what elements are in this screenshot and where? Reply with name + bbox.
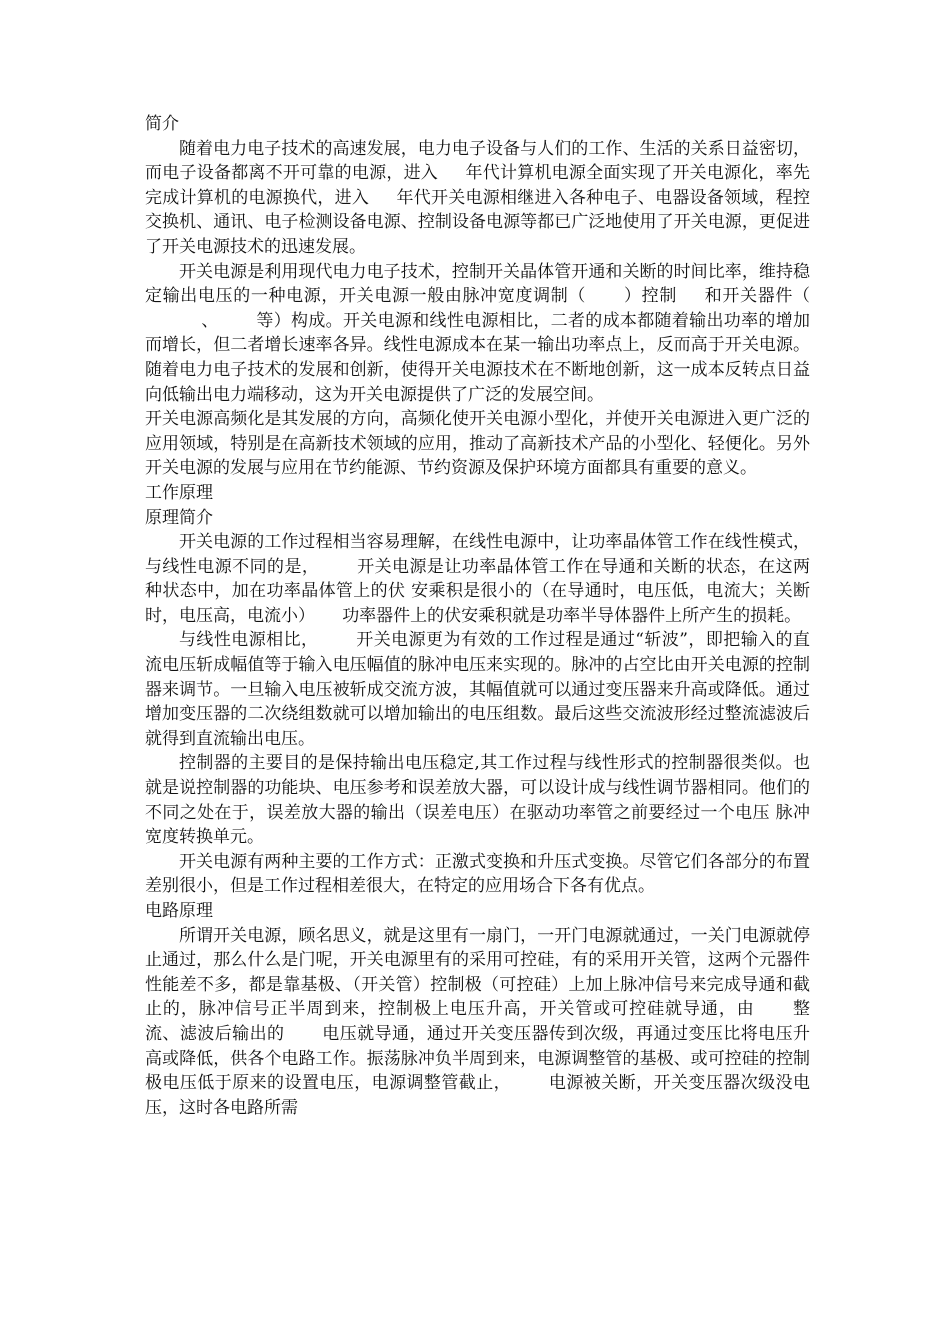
intro-paragraph-3: 开关电源高频化是其发展的方向，高频化使开关电源小型化，并使开关电源进入更广泛的应用领域，特别是在高新技术领域的应用，推动了高新技术产品的小型化、轻便化。另外开关电源的发展与应用在节约能源、节约资源及保护环境方面都具有重要的意义。 [145, 409, 810, 479]
intro-paragraph-1: 随着电力电子技术的高速发展，电力电子设备与人们的工作、生活的关系日益密切，而电子设备都离不开可靠的电源，进入 年代计算机电源全面实现了开关电源化，率先完成计算机的电源换代，进入 年代开关电源相继进入各种电子、电器设备领域，程控交换机、通讯、电子检测设备电源、控制设备电源等都已广泛地使用了开关电源，更促进了开关电源技术的迅速发展。 [145, 138, 811, 257]
principle-paragraph-4: 开关电源有两种主要的工作方式：正激式变换和升压式变换。尽管它们各部分的布置差别很小，但是工作过程相差很大，在特定的应用场合下各有优点。 [145, 851, 810, 897]
section-title-intro: 简介 [145, 114, 179, 134]
section-title-circuit: 电路原理 [145, 901, 213, 921]
principle-paragraph-1: 开关电源的工作过程相当容易理解，在线性电源中，让功率晶体管工作在线性模式，与线性电源不同的是， 开关电源是让功率晶体管工作在导通和关断的状态，在这两种状态中，加在功率晶体管上的伏 安乘积是很小的（在导通时，电压低，电流大；关断时，电压高，电流小） 功率器件上的伏安乘积就是功率半导体器件上所产生的损耗。 [145, 532, 811, 626]
section-title-principle: 工作原理 [145, 482, 213, 503]
document-page [145, 112, 810, 1120]
section-subtitle-principle: 原理简介 [145, 507, 213, 528]
principle-paragraph-2: 与线性电源相比， 开关电源更为有效的工作过程是通过“斩波”，即把输入的直流电压斩成幅值等于输入电压幅值的脉冲电压来实现的。脉冲的占空比由开关电源的控制器来调节。一旦输入电压被斩成交流方波，其幅值就可以通过变压器来升高或降低。通过增加变压器的二次绕组数就可以增加输出的电压组数。最后这些交流波形经过整流滤波后就得到直流输出电压。 [145, 630, 810, 749]
intro-paragraph-2: 开关电源是利用现代电力电子技术，控制开关晶体管开通和关断的时间比率，维持稳定输出电压的一种电源，开关电源一般由脉冲宽度调制（ ）控制 和开关器件（、 等）构成。开关电源和线性电源相比，二者的成本都随着输出功率的增加而增长，但二者增长速率各异。线性电源成本在某一输出功率点上，反而高于开关电源。随着电力电子技术的发展和创新，使得开关电源技术在不断地创新，这一成本反转点日益向低输出电力端移动，这为开关电源提供了广泛的发展空间。 [145, 261, 811, 405]
principle-paragraph-3: 控制器的主要目的是保持输出电压稳定,其工作过程与线性形式的控制器很类似。也就是说控制器的功能块、电压参考和误差放大器，可以设计成与线性调节器相同。他们的不同之处在于，误差放大器的输出（误差电压）在驱动功率管之前要经过一个电压 脉冲宽度转换单元。 [145, 753, 810, 848]
circuit-paragraph-1: 所谓开关电源，顾名思义，就是这里有一扇门，一开门电源就通过，一关门电源就停止通过，那么什么是门呢，开关电源里有的采用可控硅，有的采用开关管，这两个元器件性能差不多，都是靠基极、（开关管）控制极（可控硅）上加上脉冲信号来完成导通和截止的，脉冲信号正半周到来，控制极上电压升高，开关管或可控硅就导通，由 整流、滤波后输出的 电压就导通，通过开关变压器传到次级，再通过变压比将电压升高或降低，供各个电路工作。振荡脉冲负半周到来，电源调整管的基极、或可控硅的控制极电压低于原来的设置电压，电源调整管截止， 电源被关断，开关变压器次级没电压，这时各电路所需 [145, 925, 811, 1118]
